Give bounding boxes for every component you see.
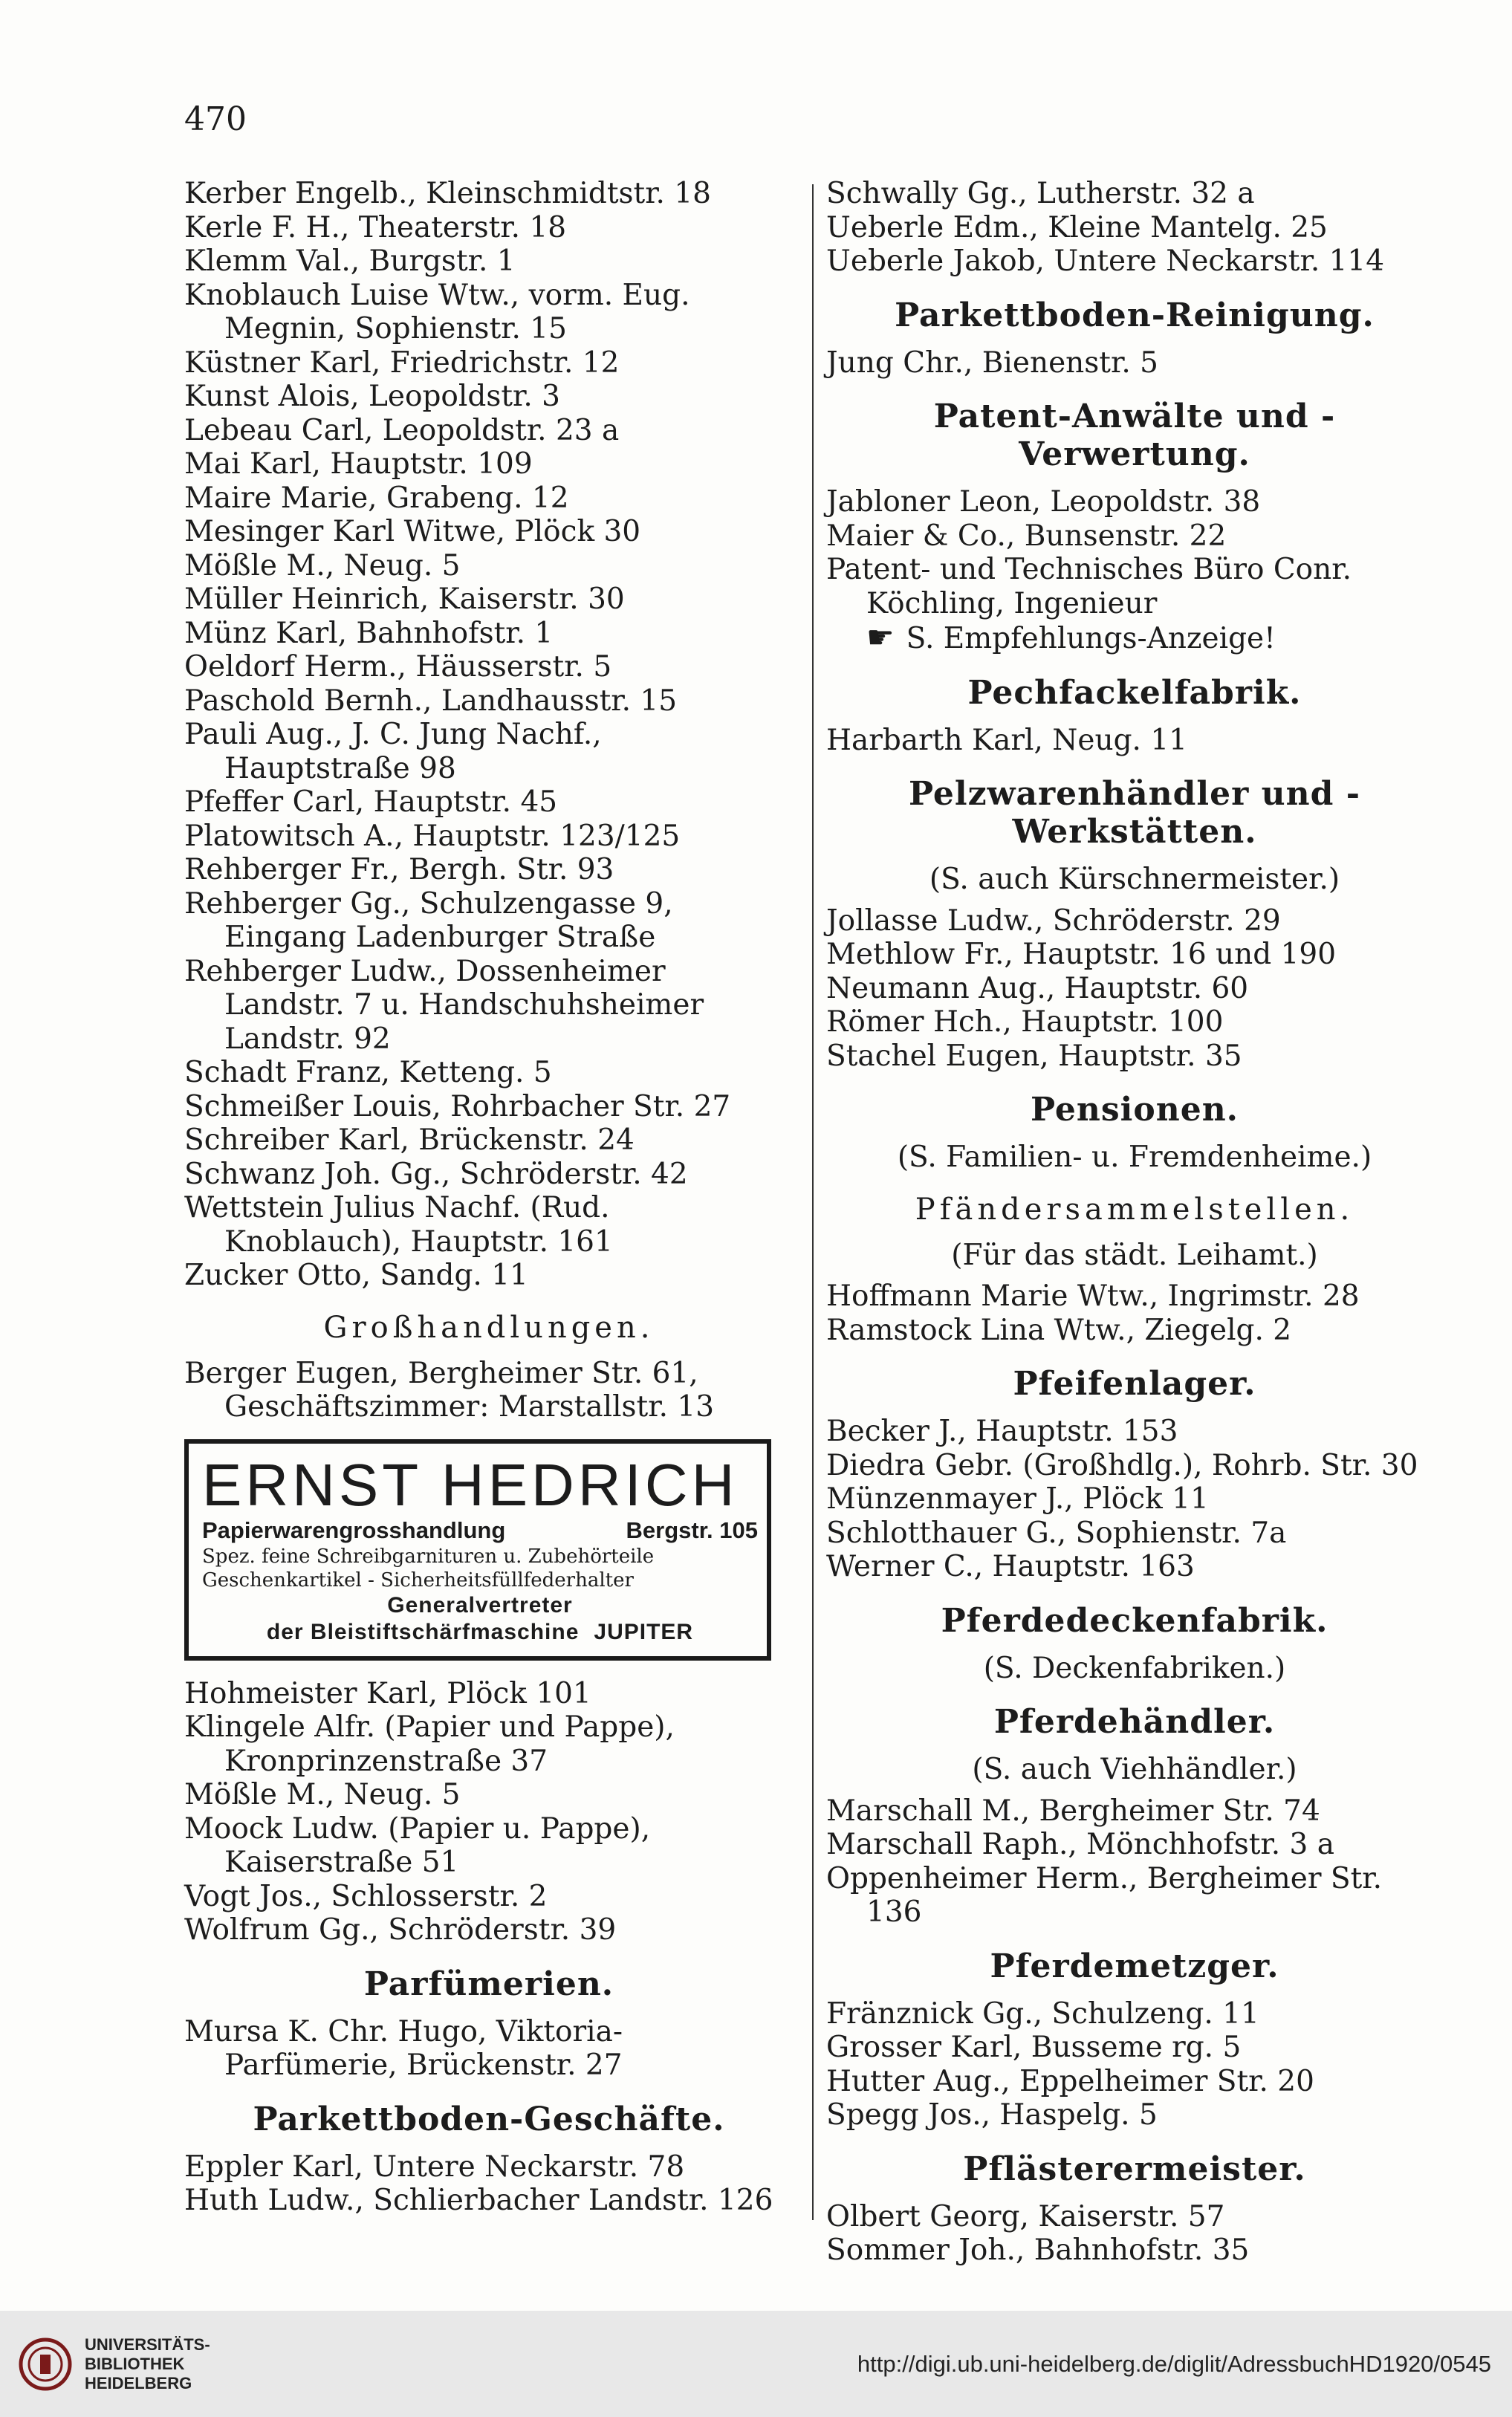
directory-entry: Olbert Georg, Kaiserstr. 57: [826, 2199, 1225, 2233]
directory-entry: Berger Eugen, Bergheimer Str. 61, Geschäftszimmer: Marstallstr. 13: [184, 1356, 715, 1424]
footer-bar: [0, 2311, 1512, 2417]
directory-entry: Becker J., Hauptstr. 153: [826, 1415, 1178, 1448]
directory-entry: Sommer Joh., Bahnhofstr. 35: [826, 2233, 1250, 2267]
directory-entry: Schwally Gg., Lutherstr. 32 a: [826, 177, 1255, 210]
pointing-hand-icon: ☛: [866, 619, 895, 655]
section-note: (S. Familien- u. Fremdenheime.): [897, 1141, 1372, 1174]
directory-entry: Harbarth Karl, Neug. 11: [826, 723, 1187, 757]
directory-entry: Platowitsch A., Hauptstr. 123/125: [184, 819, 681, 853]
directory-entry: Knoblauch Luise Wtw., vorm. Eug. Megnin, Sophienstr. 15: [184, 278, 690, 345]
ad-representative: Generalvertreter: [387, 1592, 573, 1618]
directory-entry: Mursa K. Chr. Hugo, Viktoria-Parfümerie, Brückenstr. 27: [184, 2014, 623, 2082]
advertisement-ernst-hedrich: [184, 1439, 771, 1661]
directory-entry: Zucker Otto, Sandg. 11: [184, 1259, 528, 1292]
directory-entry: Mößle M., Neug. 5: [184, 1778, 461, 1811]
library-name-line: HEIDELBERG: [85, 2373, 192, 2392]
entries-list: [184, 2015, 794, 2083]
directory-entry: Hoffmann Marie Wtw., Ingrimstr. 28: [826, 1279, 1360, 1313]
entries-list: [826, 177, 1443, 279]
entries-list: [826, 1997, 1443, 2132]
section-heading-parkettboden-reinigung: Parkettboden-Reinigung.: [895, 296, 1375, 334]
permalink-url[interactable]: http://digi.ub.uni-heidelberg.de/diglit/AdressbuchHD1920/0545: [857, 2350, 1491, 2377]
ad-business-type: Papierwarengrosshandlung: [202, 1516, 506, 1543]
directory-entry: Münz Karl, Bahnhofstr. 1: [184, 616, 554, 650]
directory-entry: Schmeißer Louis, Rohrbacher Str. 27: [184, 1089, 731, 1123]
directory-entry: Römer Hch., Hauptstr. 100: [826, 1005, 1224, 1039]
directory-entry: Küstner Karl, Friedrichstr. 12: [184, 345, 620, 380]
ad-business-line: [202, 1516, 758, 1545]
entries-list: [184, 1357, 794, 1424]
entries-list: [184, 1677, 794, 1947]
section-heading-patent-anwaelte: Patent-Anwälte und -Verwertung.: [933, 398, 1336, 473]
section-note: (S. auch Viehhändler.): [972, 1753, 1297, 1786]
directory-entry: Oeldorf Herm., Häusserstr. 5: [184, 650, 612, 684]
reference-note: [826, 620, 1443, 656]
section-note: (Für das städt. Leihamt.): [951, 1238, 1318, 1272]
directory-entry: Kerle F. H., Theaterstr. 18: [184, 210, 567, 244]
ad-specialty: Spez. feine Schreibgarnituren u. Zubehörteile: [202, 1545, 655, 1568]
library-name-line: UNIVERSITÄTS-: [85, 2335, 210, 2354]
ad-brand-name: JUPITER: [594, 1619, 694, 1644]
directory-entry: Rehberger Fr., Bergh. Str. 93: [184, 853, 614, 886]
ad-products: Geschenkartikel - Sicherheitsfüllfederhalter: [202, 1568, 634, 1592]
section-heading-pelzwarenhaendler: Pelzwarenhändler und -Werkstätten.: [909, 775, 1360, 851]
entries-list: [826, 485, 1443, 620]
section-heading-grosshandlungen: Großhandlungen.: [323, 1310, 655, 1345]
section-heading-pflaesterermeister: Pflästerermeister.: [963, 2150, 1306, 2188]
directory-entry: Hohmeister Karl, Plöck 101: [184, 1676, 591, 1710]
directory-entry: Mößle M., Neug. 5: [184, 548, 461, 583]
directory-entry: Ueberle Edm., Kleine Mantelg. 25: [826, 210, 1328, 244]
entries-list: [826, 346, 1443, 380]
directory-entry: Schwanz Joh. Gg., Schröderstr. 42: [184, 1157, 688, 1191]
directory-entry: Schlotthauer G., Sophienstr. 7a: [826, 1516, 1287, 1550]
directory-entry: Kerber Engelb., Kleinschmidtstr. 18: [184, 177, 711, 210]
directory-entry: Grosser Karl, Busseme rg. 5: [826, 2031, 1242, 2064]
ad-product-desc: der Bleistiftschärfmaschine: [266, 1619, 580, 1644]
library-logo[interactable]: [18, 2335, 210, 2393]
directory-entry: Maier & Co., Bunsenstr. 22: [826, 519, 1227, 553]
entries-list: [826, 2200, 1443, 2268]
directory-entry: Spegg Jos., Haspelg. 5: [826, 2098, 1158, 2132]
section-note: (S. auch Kürschnermeister.): [929, 863, 1340, 896]
library-name-line: BIBLIOTHEK: [85, 2354, 185, 2373]
directory-entry: Werner C., Hauptstr. 163: [826, 1550, 1195, 1583]
directory-entry: Mai Karl, Hauptstr. 109: [184, 447, 533, 481]
right-column: [826, 177, 1443, 2268]
directory-entry: Schadt Franz, Ketteng. 5: [184, 1056, 552, 1089]
entries-list: [184, 177, 794, 1293]
section-heading-pfeifenlager: Pfeifenlager.: [1013, 1365, 1256, 1403]
directory-entry: Wolfrum Gg., Schröderstr. 39: [184, 1913, 617, 1947]
directory-entry: Klingele Alfr. (Papier und Pappe), Kronprinzenstraße 37: [184, 1710, 675, 1778]
directory-entry: Jollasse Ludw., Schröderstr. 29: [826, 903, 1281, 938]
entries-list: [826, 1279, 1443, 1347]
directory-entry: Ramstock Lina Wtw., Ziegelg. 2: [826, 1313, 1292, 1347]
directory-entry: Fränznick Gg., Schulzeng. 11: [826, 1996, 1259, 2031]
section-heading-pechfackelfabrik: Pechfackelfabrik.: [967, 673, 1302, 712]
directory-entry: Schreiber Karl, Brückenstr. 24: [184, 1123, 635, 1157]
directory-entry: Eppler Karl, Untere Neckarstr. 78: [184, 2150, 685, 2184]
library-name: [85, 2335, 210, 2393]
directory-entry: Pauli Aug., J. C. Jung Nachf., Hauptstraße 98: [184, 718, 602, 785]
column-divider: [812, 184, 814, 2220]
section-heading-parkettboden-geschaefte: Parkettboden-Geschäfte.: [253, 2100, 725, 2138]
directory-entry: Stachel Eugen, Hauptstr. 35: [826, 1039, 1242, 1073]
section-heading-pfaendersammelstellen: Pfändersammelstellen.: [915, 1192, 1354, 1227]
entries-list: [184, 2150, 794, 2218]
directory-entry: Oppenheimer Herm., Bergheimer Str. 136: [826, 1861, 1383, 1929]
section-heading-pferdehaendler: Pferdehändler.: [993, 1703, 1276, 1741]
directory-entry: Kunst Alois, Leopoldstr. 3: [184, 380, 560, 413]
section-heading-pensionen: Pensionen.: [1030, 1091, 1239, 1129]
directory-entry: Münzenmayer J., Plöck 11: [826, 1482, 1209, 1516]
entries-list: [826, 1794, 1443, 1930]
directory-entry: Ueberle Jakob, Untere Neckarstr. 114: [826, 244, 1385, 278]
left-column: [184, 177, 794, 2218]
section-note: (S. Deckenfabriken.): [983, 1651, 1286, 1685]
directory-entry: Hutter Aug., Eppelheimer Str. 20: [826, 2064, 1314, 2098]
directory-entry: Lebeau Carl, Leopoldstr. 23 a: [184, 413, 620, 447]
ad-product-brand: [202, 1619, 758, 1646]
directory-entry: Methlow Fr., Hauptstr. 16 und 190: [826, 938, 1337, 971]
entries-list: [826, 904, 1443, 1074]
entries-list: [826, 724, 1443, 758]
directory-entry: Pfeffer Carl, Hauptstr. 45: [184, 785, 558, 819]
directory-entry: Patent- und Technisches Büro Conr. Köchling, Ingenieur: [826, 553, 1352, 620]
ad-company-name: ERNST HEDRICH: [202, 1451, 739, 1518]
page-number: 470: [184, 100, 247, 138]
directory-entry: Müller Heinrich, Kaiserstr. 30: [184, 583, 625, 616]
entries-list: [826, 1415, 1443, 1584]
section-heading-pferdedeckenfabrik: Pferdedeckenfabrik.: [941, 1601, 1328, 1640]
directory-entry: Moock Ludw. (Papier u. Pappe), Kaiserstraße 51: [184, 1811, 651, 1879]
ad-address: Bergstr. 105: [626, 1516, 758, 1543]
directory-entry: Paschold Bernh., Landhausstr. 15: [184, 684, 678, 718]
directory-entry: Marschall M., Bergheimer Str. 74: [826, 1794, 1320, 1828]
directory-entry: Mesinger Karl Witwe, Plöck 30: [184, 515, 641, 548]
directory-entry: Klemm Val., Burgstr. 1: [184, 244, 516, 278]
directory-entry: Rehberger Ludw., Dossenheimer Landstr. 7 u. Handschuhsheimer Landstr. 92: [184, 954, 704, 1056]
university-seal-icon: [18, 2337, 73, 2392]
directory-entry: Jung Chr., Bienenstr. 5: [826, 345, 1158, 380]
reference-text: S. Empfehlungs-Anzeige!: [906, 622, 1276, 655]
section-heading-parfuemerien: Parfümerien.: [363, 1965, 614, 2003]
section-heading-pferdemetzger: Pferdemetzger.: [990, 1947, 1279, 1985]
directory-entry: Neumann Aug., Hauptstr. 60: [826, 971, 1249, 1005]
directory-entry: Huth Ludw., Schlierbacher Landstr. 126: [184, 2184, 773, 2217]
directory-entry: Rehberger Gg., Schulzengasse 9, Eingang Ladenburger Straße: [184, 886, 673, 954]
directory-entry: Maire Marie, Grabeng. 12: [184, 481, 569, 515]
directory-entry: Wettstein Julius Nachf. (Rud. Knoblauch), Hauptstr. 161: [184, 1191, 613, 1259]
directory-entry: Diedra Gebr. (Großhdlg.), Rohrb. Str. 30: [826, 1448, 1418, 1482]
directory-entry: Vogt Jos., Schlosserstr. 2: [184, 1879, 548, 1913]
directory-entry: Jabloner Leon, Leopoldstr. 38: [826, 485, 1261, 519]
directory-entry: Marschall Raph., Mönchhofstr. 3 a: [826, 1828, 1335, 1861]
